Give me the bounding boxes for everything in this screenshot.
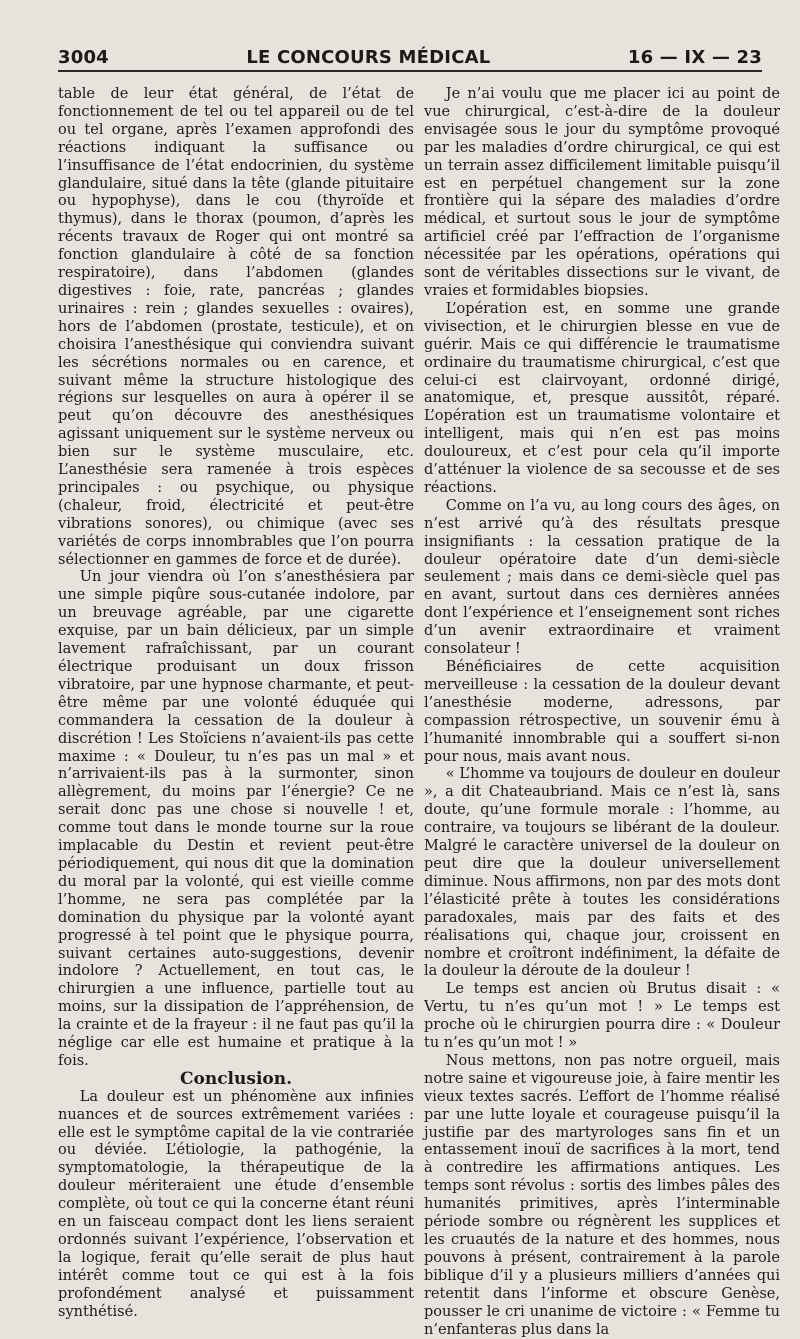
paragraph: La douleur est un phénomène aux infinies nuances et de sources extrêmement variées : elle est le symptôme capital de la vie contrariée ou déviée. L’étiologie, la pathogénie, la symptomatologie, la thérapeutique de la douleur mériteraient une étude d’ensemble complète, où tout ce qui la concerne étant réuni en un faisceau compact dont les liens seraient ordonnés suivant l’expérience, l’observation et la logique, ferait qu’elle serait de plus haut intérêt comme tout ce qui est à la fois profondément analysé et puissamment synthétisé. (58, 1088, 414, 1320)
paragraph: Un jour viendra où l’on s’anesthésiera par une simple piqûre sous-cutanée indolore, par un breuvage agréable, par une cigarette exquise, par un bain délicieux, par un simple lavement rafraîchissant, par un courant électrique produisant un doux frisson vibratoire, par une hypnose charmante, et peut-être même par une volonté éduquée qui commandera la cessation de la douleur à discrétion ! Les Stoïciens n’avaient-ils pas cette maxime : « Douleur, tu n’es pas un mal » et n’arrivaient-ils pas à la surmonter, sinon allègrement, du moins par l’énergie? Ce ne serait donc pas une chose si nouvelle ! et, comme tout dans le monde tourne sur la roue implacable du Destin et revient peut-être périodiquement, qui nous dit que la domination du moral par la volonté, qui est vieille comme l’homme, ne sera pas complétée par la domination du physique par la volonté ayant progressé à tel point que le physique pourra, suivant certaines auto-suggestions, devenir indolore ? Actuellement, en tout cas, le chirurgien a une influence, partielle tout au moins, sur la dissipation de l’appréhension, de la crainte et de la frayeur : il ne faut pas qu’il la néglige car elle est humaine et pratique à la fois. (58, 569, 414, 1069)
paragraph: Nous mettons, non pas notre orgueil, mais notre saine et vigoureuse joie, à faire mentir les vieux textes sacrés. L’effort de l’homme réalisé par une lutte loyale et courageuse puisqu’il la justifie par des martyrologes sans fin et un entassement inouï de sacrifices à la mort, tend à contredire les affirmations antiques. Les temps sont révolus : sortis des limbes pâles des humanités primitives, après l’interminable période sombre ou régnèrent les supplices et les cruautés de la nature et des hommes, nous pouvons à présent, contrairement à la parole biblique d’il y a plusieurs milliers d’années qui retentit dans l’informe et obscure Genèse, pousser le cri unanime de victoire : « Femme tu n’enfanteras plus dans la (424, 1052, 780, 1338)
paragraph: Je n’ai voulu que me placer ici au point de vue chirurgical, c’est-à-dire de la douleur envisagée sous le jour du symptôme provoqué par les maladies d’ordre chirurgical, ce qui est un terrain assez difficilement limitable puisqu’il est en perpétuel changement sur la zone frontière qui la sépare des maladies d’ordre médical, et surtout sous le jour de symptôme artificiel créé par l’effraction de l’organisme nécessitée par les opérations, opérations qui sont de véritables dissections sur le vivant, de vraies et formidables biopsies. (424, 86, 780, 299)
page-number: 3004 (58, 47, 109, 68)
header-rule (58, 70, 762, 72)
paragraph: « L’homme va toujours de douleur en douleur », a dit Chateaubriand. Mais ce n’est là, sans doute, qu’une formule morale : l’homme, au contraire, va toujours se libérant de la douleur. Malgré le caractère universel de la douleur on peut dire que la douleur universellement diminue. Nous affirmons, non par des mots dont l’élasticité prête à toutes les considérations paradoxales, mais par des faits et des réalisations qui, chaque jour, croissent en nombre et croîtront indéfiniment, la défaite de la douleur la déroute de la douleur ! (424, 766, 780, 980)
right-column (424, 86, 780, 1339)
paragraph: table de leur état général, de l’état de fonctionnement de tel ou tel appareil ou de tel ou tel organe, après l’examen approfondi des réactions indiquant la suffisance ou l’insuffisance de l’état endocrinien, du système glandulaire, situé dans la tête (glande pituitaire ou hypophyse), dans le cou (thyroïde et thymus), dans le thorax (poumon, d’après les récents travaux de Roger qui ont montré sa fonction glandulaire à côté de sa fonction respiratoire), dans l’abdomen (glandes digestives : foie, rate, pancréas ; glandes urinaires : rein ; glandes sexuelles : ovaires), hors de l’abdomen (prostate, testicule), et on choisira l’anesthésique qui conviendra suivant les sécrétions normales ou en carence, et suivant même la structure histologique des régions sur lesquelles on aura à opérer il se peut qu’on découvre des anesthésiques agissant uniquement sur le système nerveux ou bien sur le système musculaire, etc. L’anesthésie sera ramenée à trois espèces principales : ou psychique, ou physique (chaleur, froid, électricité et peut-être vibrations sonores), ou chimique (avec ses variétés de corps innombrables que l’on pourra sélectionner en gammes de force et de durée). (58, 86, 414, 568)
paragraph: Comme on l’a vu, au long cours des âges, on n’est arrivé qu’à des résultats presque insignifiants : la cessation pratique de la douleur opératoire date d’un demi-siècle seulement ; mais dans ce demi-siècle quel pas en avant, surtout dans ces dernières années dont l’expérience et l’enseignement sont riches d’un avenir extraordinaire et vraiment consolateur ! (424, 497, 780, 658)
page-header (58, 38, 762, 68)
paragraph: Le temps est ancien où Brutus disait : « Vertu, tu n’es qu’un mot ! » Le temps est proche où le chirurgien pourra dire : « Douleur tu n’es qu’un mot ! » (424, 981, 780, 1052)
issue-date: 16 — IX — 23 (627, 47, 762, 68)
left-column (58, 86, 414, 1322)
journal-title: LE CONCOURS MÉDICAL (246, 47, 491, 68)
paragraph: L’opération est, en somme une grande vivisection, et le chirurgien blesse en vue de guérir. Mais ce qui différencie le traumatisme ordinaire du traumatisme chirurgical, c’est que celui-ci est clairvoyant, ordonné dirigé, anatomique, et, presque aussitôt, réparé. L’opération est un traumatisme volontaire et intelligent, mais qui n’en est pas moins douloureux, et c’est pour cela qu’il importe d’atténuer la violence de sa secousse et de ses réactions. (424, 300, 780, 496)
paragraph: Bénéficiaires de cette acquisition merveilleuse : la cessation de la douleur devant l’anesthésie moderne, adressons, par compassion rétrospective, un souvenir ému à l’humanité innombrable qui a souffert si-non pour nous, mais avant nous. (424, 659, 780, 765)
section-heading: Conclusion. (179, 1068, 293, 1089)
